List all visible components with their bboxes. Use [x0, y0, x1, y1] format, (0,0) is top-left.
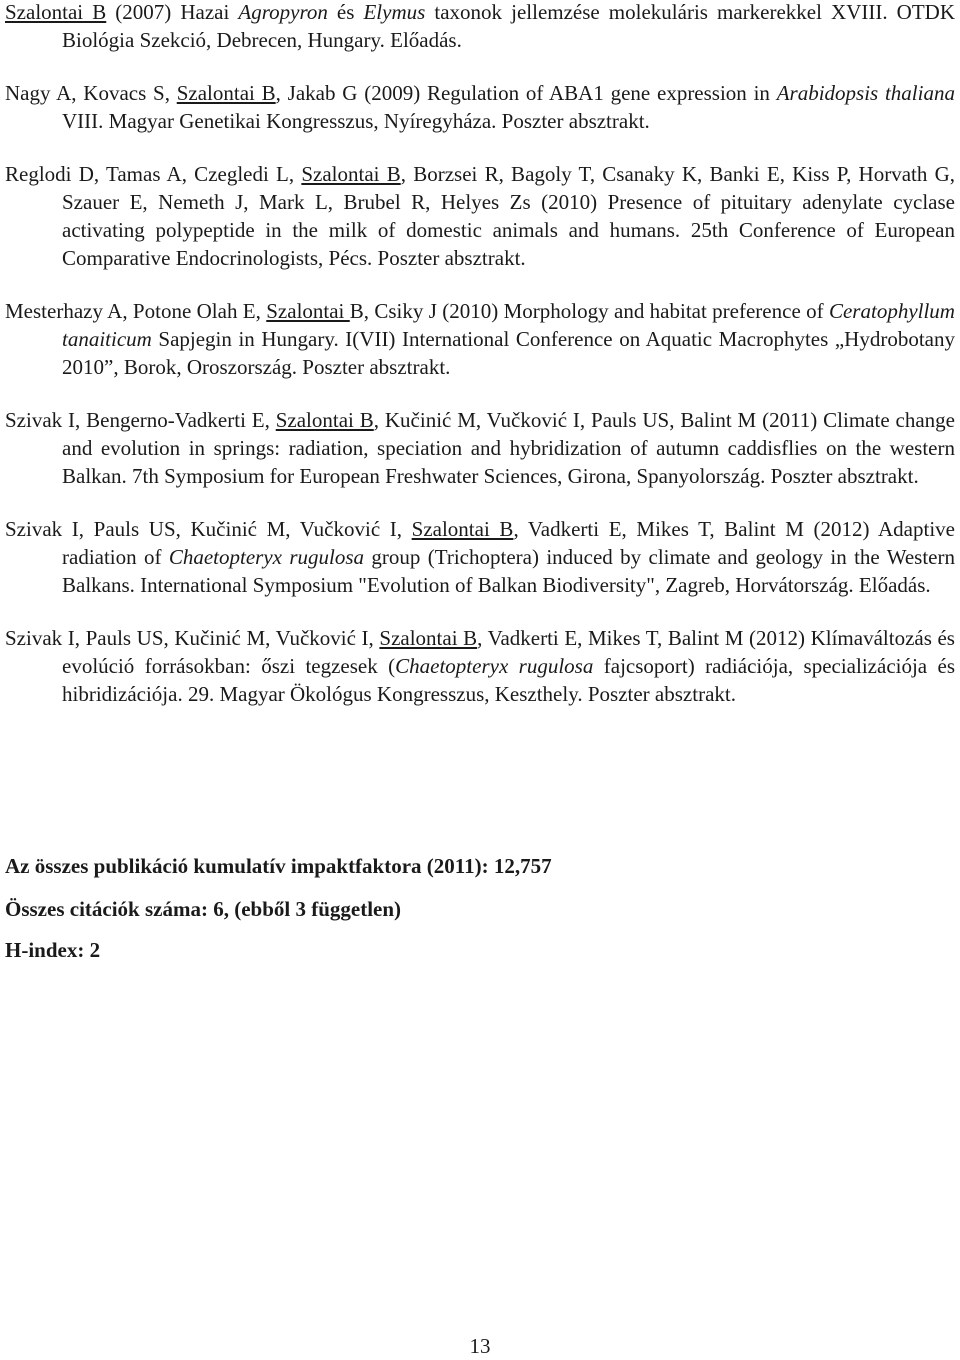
italic-text: Agropyron: [238, 0, 328, 24]
entry-text: Szivak I, Pauls US, Kučinić M, Vučković I,: [5, 626, 380, 650]
entry-text: group (Trichoptera) induced by climate and geology in the Western Balkans. International Symposium "Evolution of Balkan Biodiversity", Zagreb, Horvátország. Előadás.: [62, 545, 955, 597]
entry-text: Szivak I, Bengerno-Vadkerti E,: [5, 408, 276, 432]
italic-text: Chaetopteryx rugulosa: [395, 654, 594, 678]
citation-count-summary: Összes citációk száma: 6, (ebből 3 független): [5, 897, 402, 921]
author-highlight: Szalontai B: [176, 81, 276, 105]
publication-entry: [5, 160, 955, 272]
entry-text: Nagy A, Kovacs S,: [5, 81, 177, 105]
author-highlight: Szalontai B: [5, 0, 107, 24]
publication-entry: [5, 515, 955, 599]
entry-text: Sapjegin in Hungary. I(VII) International Conference on Aquatic Macrophytes „Hydrobotany 2010”, Borok, Oroszország. Poszter absztrakt.: [62, 327, 955, 379]
entry-text: taxonok jellemzése molekuláris markerekkel XVIII. OTDK Biológia Szekció, Debrecen, Hungary. Előadás.: [62, 0, 955, 52]
author-highlight: Szalontai B: [301, 162, 401, 186]
publication-entry: [5, 0, 955, 54]
italic-text: Arabidopsis thaliana: [776, 81, 955, 105]
entry-text: , Borzsei R, Bagoly T, Csanaky K, Banki E, Kiss P, Horvath G, Szauer E, Nemeth J, Mark L, Brubel R, Helyes Zs (2010) Presence of pituitary adenylate cyclase activating polypeptide in the milk of domestic animals and humans. 25th Conference of European Comparative Endocrinologists, Pécs. Poszter absztrakt.: [62, 162, 956, 270]
h-index-summary: H-index: 2: [5, 938, 101, 962]
publication-list: [5, 0, 955, 708]
publication-entry: [5, 297, 955, 381]
italic-text: Ceratophyllum tanaiticum: [62, 299, 955, 351]
publication-entry: [5, 406, 955, 490]
publication-entry: [5, 79, 955, 135]
entry-text: Szivak I, Pauls US, Kučinić M, Vučković I,: [5, 517, 412, 541]
publication-entry: [5, 624, 955, 708]
entry-text: , Vadkerti E, Mikes T, Balint M (2012) Adaptive radiation of: [62, 517, 955, 569]
author-highlight: Szalontai B: [411, 517, 514, 541]
entry-text: , Kučinić M, Vučković I, Pauls US, Balint M (2011) Climate change and evolution in springs: radiation, speciation and hybridization of autumn caddisflies on the western Balkan. 7th Symposium for European Freshwater Sciences, Girona, Spanyolország. Poszter absztrakt.: [62, 408, 955, 488]
entry-text: fajcsoport) radiációja, specializációja és hibridizációja. 29. Magyar Ökológus Kongresszus, Keszthely. Poszter absztrakt.: [62, 654, 956, 706]
author-highlight: Szalontai: [266, 299, 350, 323]
entry-text: , Jakab G (2009) Regulation of ABA1 gene expression in: [275, 81, 777, 105]
entry-text: Reglodi D, Tamas A, Czegledi L,: [5, 162, 302, 186]
italic-text: Chaetopteryx rugulosa: [168, 545, 365, 569]
author-highlight: Szalontai B: [379, 626, 478, 650]
page-number: 13: [469, 1334, 491, 1358]
author-highlight: Szalontai B: [275, 408, 374, 432]
document-page: [5, 0, 956, 962]
entry-text: (2007) Hazai: [106, 0, 239, 24]
entry-text: és: [327, 0, 364, 24]
entry-text: B, Csiky J (2010) Morphology and habitat preference of: [349, 299, 829, 323]
entry-text: Mesterhazy A, Potone Olah E,: [5, 299, 267, 323]
entry-text: , Vadkerti E, Mikes T, Balint M (2012) Klímaváltozás és evolúció forrásokban: őszi tegzesek (: [62, 626, 955, 678]
entry-text: VIII. Magyar Genetikai Kongresszus, Nyíregyháza. Poszter absztrakt.: [62, 109, 650, 133]
impact-factor-summary: Az összes publikáció kumulatív impaktfaktora (2011): 12,757: [5, 854, 552, 878]
italic-text: Elymus: [363, 0, 426, 24]
